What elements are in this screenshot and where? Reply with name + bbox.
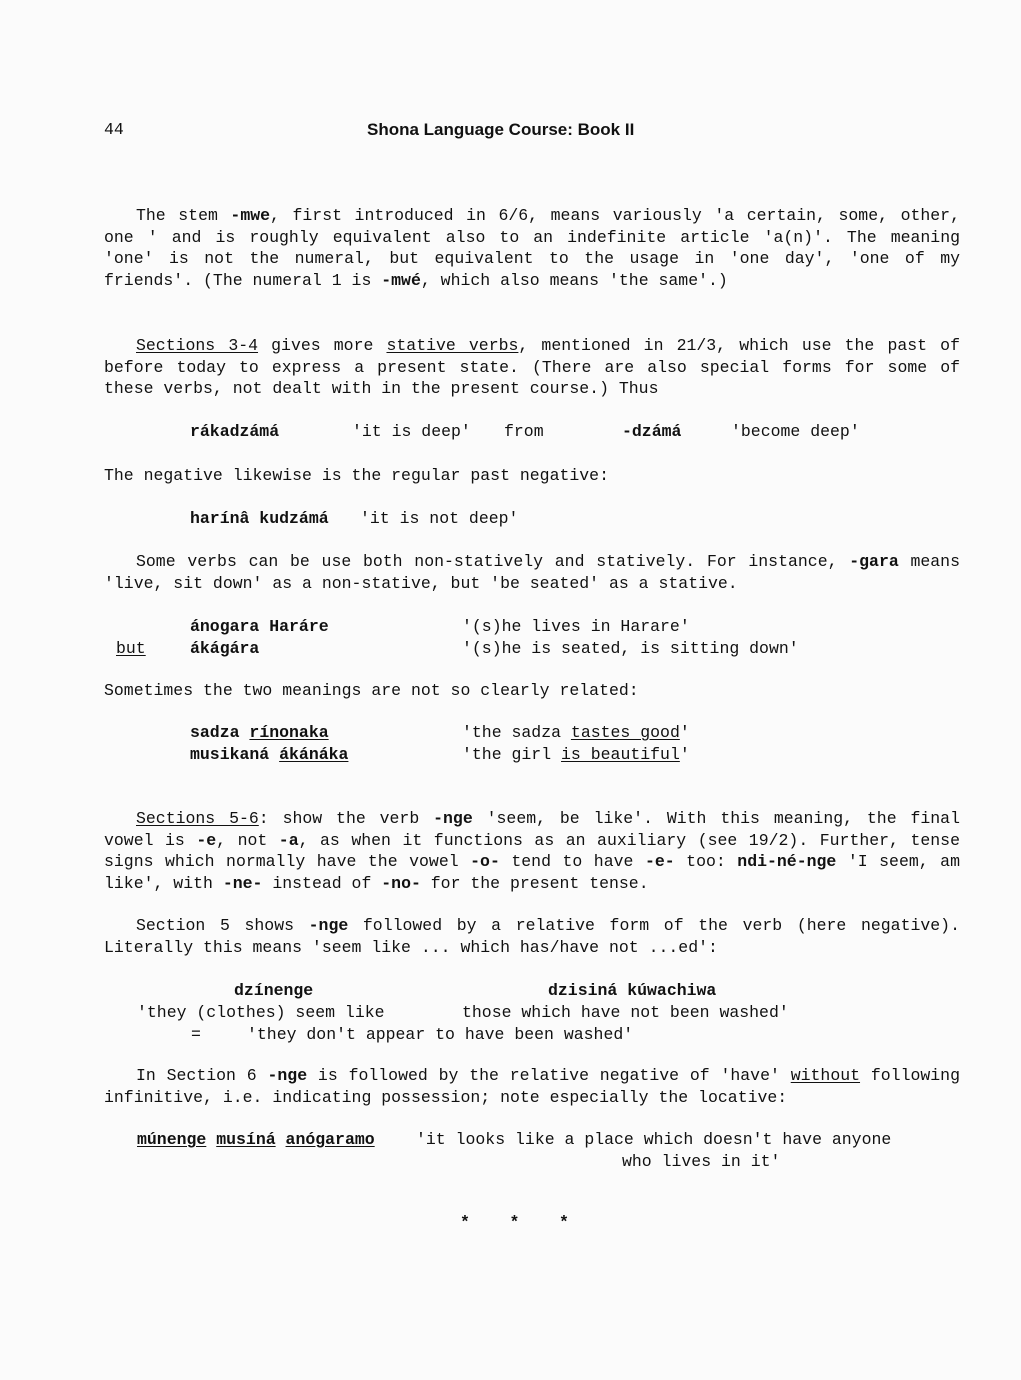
paragraph-negative: The negative likewise is the regular past negative: <box>104 466 609 485</box>
example-dzinenge: dzínenge <box>234 981 314 1000</box>
gloss-not-been-washed: those which have not been washed' <box>462 1003 789 1022</box>
paragraph-section-5: Section 5 shows -nge followed by a relative form of the verb (here negative). Literally this means 'seem like ... which has/have not ...ed': <box>104 916 960 957</box>
gloss-sadza-tastes-good: 'the sadza tastes good' <box>462 723 690 742</box>
paragraph-section-6: In Section 6 -nge is followed by the relative negative of 'have' without following infinitive, i.e. indicating possession; note especially the locative: <box>104 1066 960 1107</box>
gloss-is-seated: '(s)he is seated, is sitting down' <box>462 639 799 658</box>
section-divider-stars: * * * <box>460 1213 569 1232</box>
page-number: 44 <box>104 120 124 139</box>
paragraph-nge: Sections 5-6: show the verb -nge 'seem, be like'. With this meaning, the final vowel is -e, not -a, as when it functions as an auxiliary (see 19/2). Further, tense signs which normally have the vowel -o- tend to have -e- too: ndi-né-nge 'I seem, am like', with -ne- instead of -no- for the present tense. <box>104 809 960 893</box>
example-munenge-musina-anogaramo: múnenge musíná anógaramo <box>137 1130 375 1149</box>
example-anogara-harare: ánogara Haráre <box>190 617 329 636</box>
gloss-dont-appear-washed: 'they don't appear to have been washed' <box>247 1025 634 1044</box>
word-but: but <box>116 639 146 658</box>
example-rakadzama: rákadzámá <box>190 422 280 441</box>
equals-sign: = <box>191 1025 201 1044</box>
gloss-looks-like-place: 'it looks like a place which doesn't have anyone <box>416 1130 892 1149</box>
example-harina-kudzama: harínâ kudzámá <box>190 509 329 528</box>
example-musikana-akanaka: musikaná ákánáka <box>190 745 349 764</box>
example-dzisina-kuwachiwa: dzisiná kúwachiwa <box>548 981 717 1000</box>
example-sadza-rinonaka: sadza rínonaka <box>190 723 329 742</box>
gloss-it-is-deep: 'it is deep' <box>352 422 471 441</box>
gloss-clothes-seem-like: 'they (clothes) seem like <box>137 1003 385 1022</box>
word-from: from <box>504 422 544 441</box>
gloss-become-deep: 'become deep' <box>731 422 860 441</box>
paragraph-stative-verbs: Sections 3-4 gives more stative verbs, mentioned in 21/3, which use the past of before today to express a present state. (There are also special forms for some of these verbs, not dealt with in the present course.) Thus <box>104 336 960 398</box>
gloss-who-lives-in-it: who lives in it' <box>622 1152 781 1171</box>
example-akagara: ákágára <box>190 639 260 658</box>
paragraph-gara: Some verbs can be use both non-statively and statively. For instance, -gara means 'live, sit down' as a non-stative, but 'be seated' as a stative. <box>104 552 960 593</box>
paragraph-mwe: The stem -mwe, first introduced in 6/6, means variously 'a certain, some, other, one ' and is roughly equivalent also to an indefinite article 'a(n)'. The meaning 'one' is not the numeral, but equivalent to the usage in 'one day', 'one of my friends'. (The numeral 1 is -mwé, which also means 'the same'.) <box>104 206 960 290</box>
gloss-lives-in-harare: '(s)he lives in Harare' <box>462 617 690 636</box>
example-dzama: -dzámá <box>622 422 682 441</box>
paragraph-meanings: Sometimes the two meanings are not so clearly related: <box>104 681 639 700</box>
page-header-title: Shona Language Course: Book II <box>367 120 635 139</box>
gloss-not-deep: 'it is not deep' <box>360 509 519 528</box>
gloss-girl-is-beautiful: 'the girl is beautiful' <box>462 745 690 764</box>
